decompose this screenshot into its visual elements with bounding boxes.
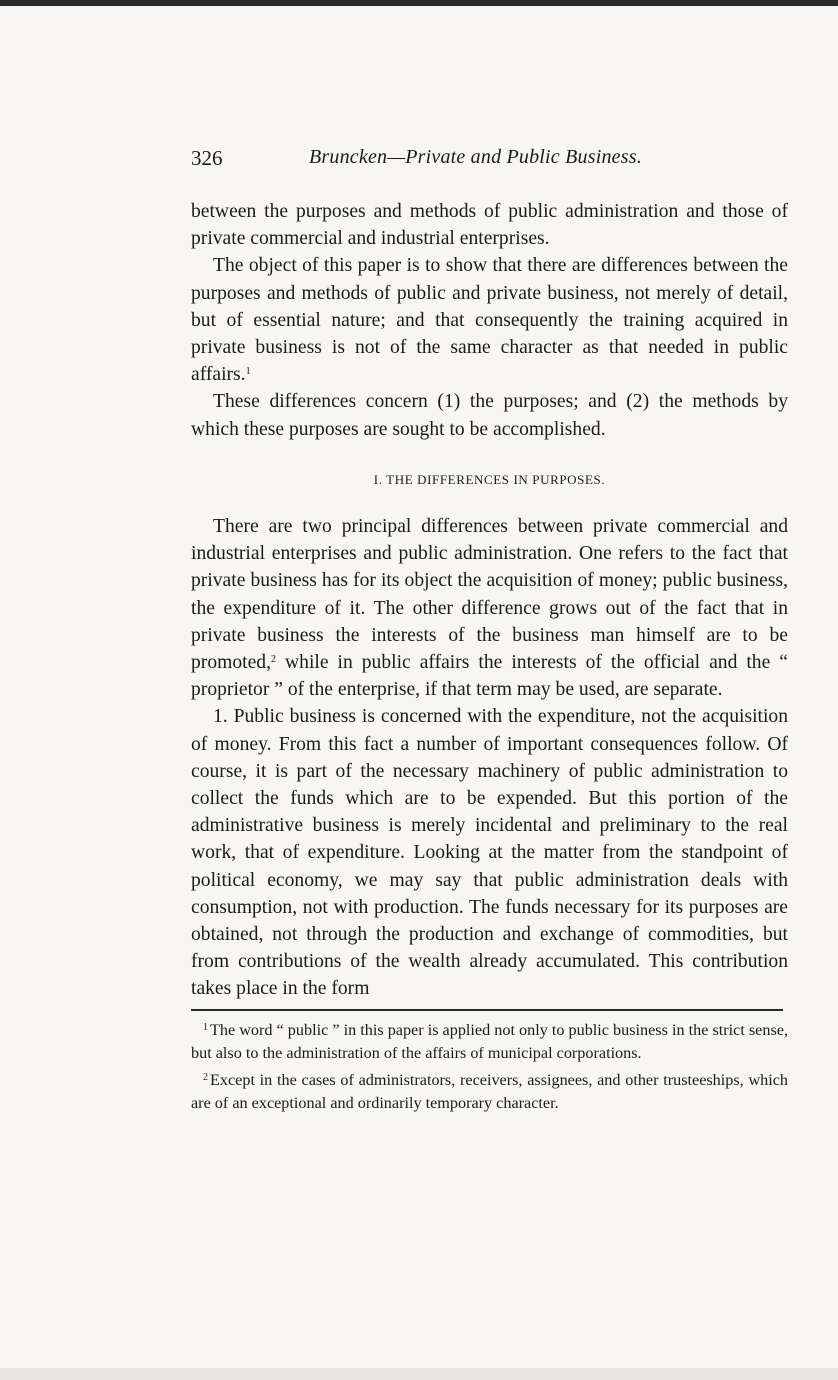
- footnote-ref-2: 2: [271, 654, 276, 666]
- paragraph-expenditure: 1. Public business is concerned with the expenditure, not the acquisition of money. From this fact a number of important consequences follow. Of course, it is part of the necessary machinery of public administration to collect the funds which are to be expended. But this portion of the administrative business is merely incidental and preliminary to the real work, that of expenditure. Looking at the matter from the standpoint of political economy, we may say that public administration deals with consumption, not with production. The funds necessary for its purposes are obtained, not through the production and exchange of commodities, but from contributions of the wealth already accumulated. This contribution takes place in the form: [191, 706, 788, 1000]
- paragraph-principal-text-a: There are two principal differences between private commercial and industrial enterprises and public administration. One refers to the fact that private business has for its object the acquisition of money; public business, the expenditure of it. The other difference grows out of the fact that in private business the interests of the business man himself are to be promoted,: [191, 516, 788, 674]
- paragraph-principal-differences: [191, 513, 788, 703]
- scan-top-edge: [0, 0, 838, 6]
- footnotes: [191, 1016, 788, 1116]
- footnote-2-text: Except in the cases of administrators, receivers, assignees, and other trusteeships, which are of an exceptional and ordinarily temporary character.: [191, 1070, 788, 1113]
- page-number: 326: [191, 146, 223, 170]
- running-header: [191, 140, 788, 180]
- footnote-ref-1: 1: [245, 366, 251, 378]
- footnote-1: [191, 1016, 788, 1066]
- paragraph-object-text: The object of this paper is to show that there are differences between the purposes and methods of public and private business, not merely of detail, but of essential nature; and that consequently the training acquired in private business is not of the same character as that needed in public affairs.: [191, 255, 788, 386]
- footnote-2-mark: 2: [203, 1071, 208, 1083]
- paragraph-differences: These differences concern (1) the purposes; and (2) the methods by which these purposes are sought to be accomplished.: [191, 391, 788, 440]
- book-page: [191, 140, 788, 1116]
- scan-bottom-edge: [0, 1368, 838, 1380]
- section-heading: I. THE DIFFERENCES IN PURPOSES.: [373, 471, 606, 487]
- footnote-1-mark: 1: [203, 1021, 208, 1033]
- footnote-1-text: The word “ public ” in this paper is applied not only to public business in the strict sense, but also to the administration of the affairs of municipal corporations.: [191, 1020, 788, 1063]
- footnote-2: [191, 1066, 788, 1116]
- paragraph-continuation: between the purposes and methods of public administration and those of private commercial and industrial enterprises.: [191, 201, 788, 250]
- body-text: [191, 198, 788, 1003]
- paragraph-object: [191, 252, 788, 388]
- running-title: Bruncken—Private and Public Business.: [309, 146, 642, 168]
- footnote-rule: [191, 1009, 783, 1011]
- paragraph-principal-text-b: while in public affairs the interests of the official and the “ proprietor ” of the enterprise, if that term may be used, are separate.: [191, 652, 788, 701]
